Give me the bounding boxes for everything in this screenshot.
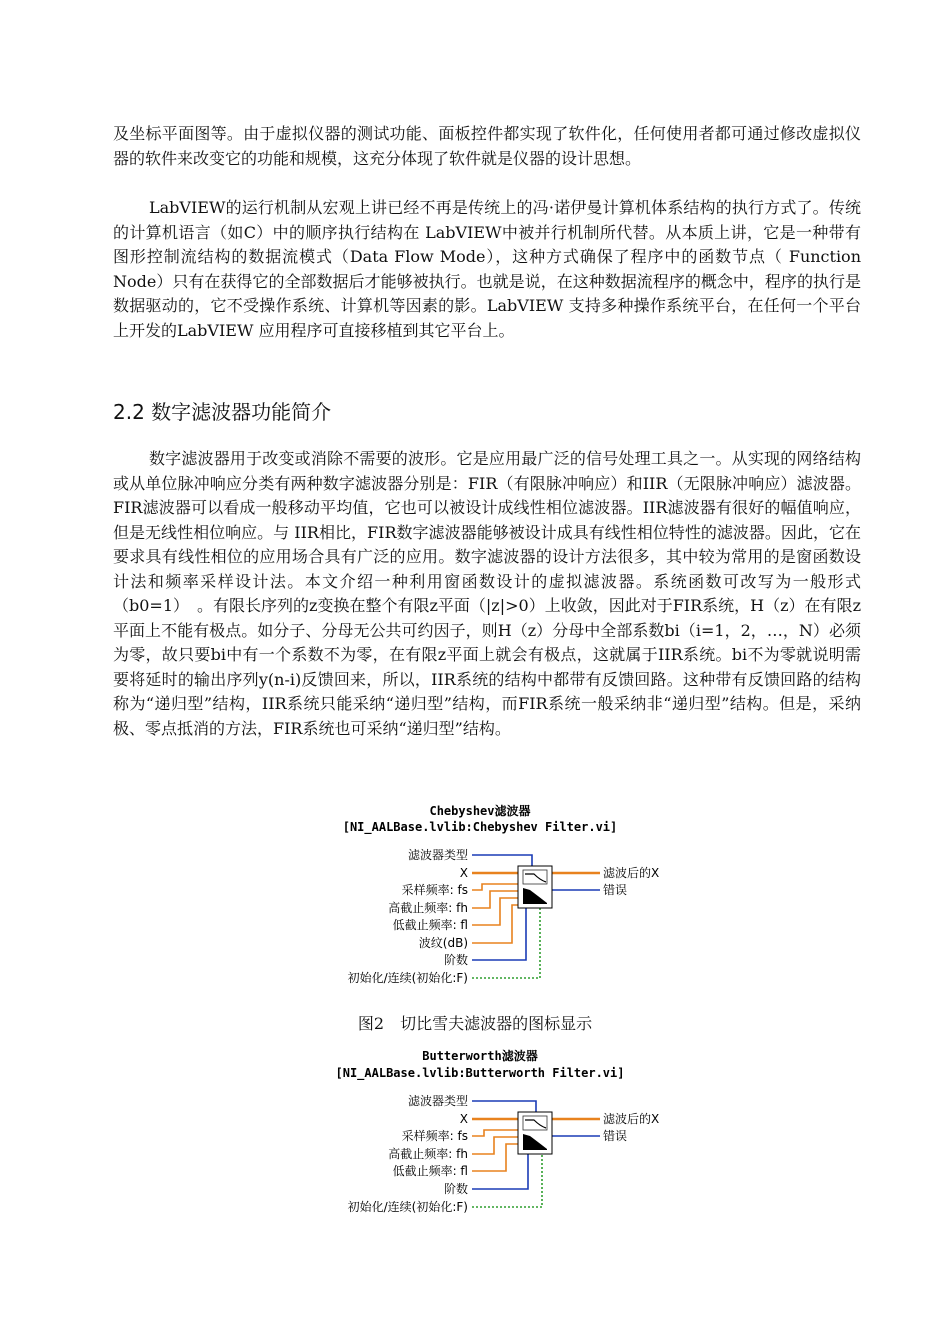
paragraph-3 [113,447,861,741]
input-label-order: 阶数 [443,1182,468,1196]
paragraph-3-text: 数字滤波器用于改变或消除不需要的波形。它是应用最广泛的信号处理工具之一。从实现的网络结构或从单位脉冲响应分类有两种数字滤波器分别是：FIR（有限脉冲响应）和IIR（无限脉冲响应）滤波器。FIR滤波器可以看成一般移动平均值，它也可以被设计成线性相位滤波器。IIR滤波器有很好的幅值响应，但是无线性相位响应。与 IIR相比，FIR数字滤波器能够被设计成具有线性相位特性的滤波器。因此，它在要求具有线性相位的应用场合具有广泛的应用。数字滤波器的设计方法很多，其中较为常用的是窗函数设计法和频率采样设计法。本文介绍一种利用窗函数设计的虚拟滤波器。系统函数可改写为一般形式（b0=1） 。有限长序列的z变换在整个有限z平面（|z|>0）上收敛，因此对于FIR系统，H（z）在有限z平面上不能有极点。如分子、分母无公共可约因子，则H（z）分母中全部系数bi（i=1，2，…，N）必须为零，故只要bi中有一个系数不为零，在有限z平面上就会有极点，这就属于IIR系统。bi不为零就说明需要将延时的输出序列y(n-i)反馈回来，所以，IIR系统的结构中都带有反馈回路。这种带有反馈回路的结构称为“递归型”结构，IIR系统只能采纳“递归型”结构，而FIR系统一般采纳非“递归型”结构。但是，采纳极、零点抵消的方法，FIR系统也可采纳“递归型”结构。 [113,449,861,738]
input-label-fh: 高截止频率: fh [388,1147,468,1161]
input-label-filter-type: 滤波器类型 [407,848,468,862]
wire-ripple [472,905,518,943]
diagram-title: Butterworth滤波器 [422,1049,538,1063]
paragraph-1-text: 及坐标平面图等。由于虚拟仪器的测试功能、面板控件都实现了软件化，任何使用者都可通过修改虚拟仪器的软件来改变它的功能和规模，这充分体现了软件就是仪器的设计思想。 [113,124,861,168]
output-label-error: 错误 [603,883,628,897]
input-label-x: X [459,1112,468,1126]
input-label-fh: 高截止频率: fh [388,901,468,915]
output-label-error: 错误 [603,1129,628,1143]
input-label-filter-type: 滤波器类型 [407,1094,468,1108]
figure-2-caption: 图2 切比雪夫滤波器的图标显示 [357,1014,593,1033]
input-label-init: 初始化/连续(初始化:F) [347,971,468,985]
wire-fs [472,884,518,890]
diagram-title: Chebyshev滤波器 [429,804,531,818]
wire-order [472,908,526,960]
wire-fl [472,898,518,925]
input-label-fl: 低截止频率: fl [392,918,468,932]
diagram-path: [NI_AALBase.lvlib:Chebyshev Filter.vi] [342,820,618,834]
input-label-order: 阶数 [443,953,468,967]
wire-fh [472,1137,518,1154]
paragraph-2-text: LabVIEW的运行机制从宏观上讲已经不再是传统上的冯·诺伊曼计算机体系结构的执行方式了。传统的计算机语言（如C）中的顺序执行结构在 LabVIEW中被并行机制所代替。从本质上讲，它是一种带有图形控制流结构的数据流模式（Data Flow Mode），这种方式确保了程序中的函数节点（ Function Node）只有在获得它的全部数据后才能够被执行。也就是说，在这种数据流程序的概念中，程序的执行是数据驱动的，它不受操作系统、计算机等因素的影。LabVIEW 支持多种操作系统平台，在任何一个平台上开发的LabVIEW 应用程序可直接移植到其它平台上。 [113,198,861,340]
paragraph-1 [113,122,861,171]
filter-vi-icon [518,1112,552,1154]
paragraph-2 [113,196,861,343]
butterworth-filter-diagram [290,1046,690,1220]
input-label-x: X [459,866,468,880]
chebyshev-filter-diagram [290,800,690,992]
output-label-filtered-x: 滤波后的X [603,866,660,880]
wire-fs [472,1130,518,1136]
input-label-ripple: 波纹(dB) [418,936,468,950]
wire-fl [472,1144,518,1171]
wire-filter-type [472,855,532,866]
wire-fh [472,891,518,908]
input-label-fs: 采样频率: fs [401,883,468,897]
diagram-path: [NI_AALBase.lvlib:Butterworth Filter.vi] [335,1066,625,1080]
filter-vi-icon [518,866,552,908]
input-label-fl: 低截止频率: fl [392,1164,468,1178]
section-heading: 2.2 数字滤波器功能简介 [113,400,332,424]
output-label-filtered-x: 滤波后的X [603,1112,660,1126]
wire-filter-type [472,1101,536,1112]
input-label-fs: 采样频率: fs [401,1129,468,1143]
wire-init [472,1154,542,1207]
input-label-init: 初始化/连续(初始化:F) [347,1200,468,1214]
